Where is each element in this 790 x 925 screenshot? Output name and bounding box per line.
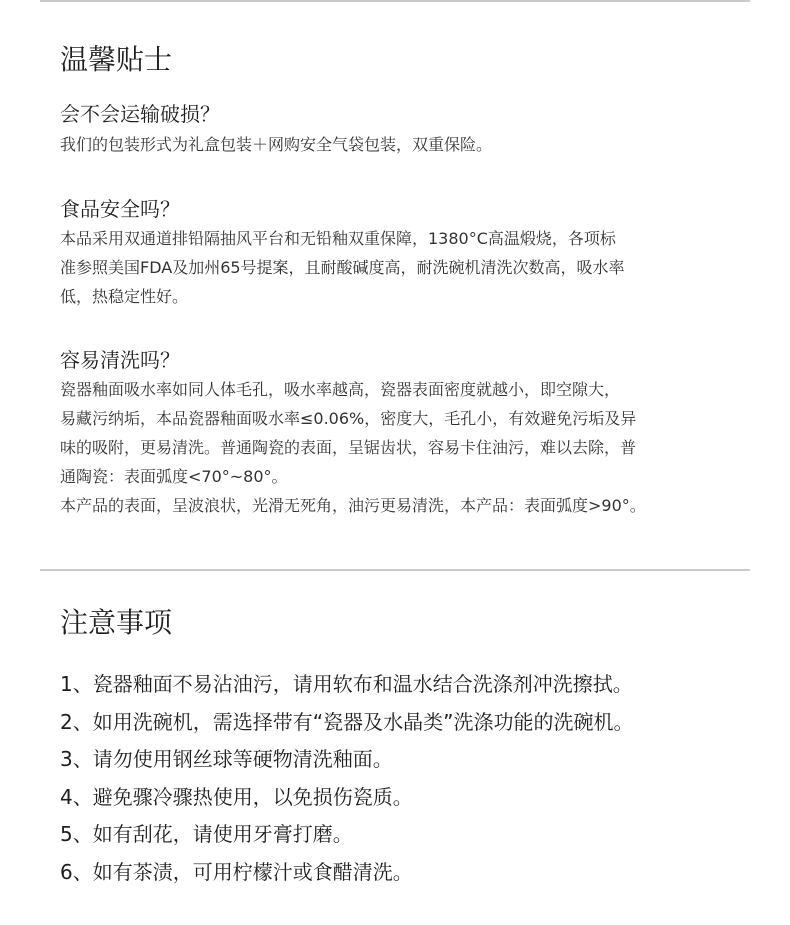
answer-line: 准参照美国FDA及加州65号提案，且耐酸碱度高，耐洗碗机清洗次数高，吸水率 (60, 258, 625, 277)
notes-item: 6、如有茶渍，可用柠檬汁或食醋清洗。 (60, 859, 413, 884)
faq-question-shipping: 会不会运输破损？ (60, 102, 220, 126)
faq-question-food-safety: 食品安全吗？ (60, 197, 180, 221)
answer-line: 瓷器釉面吸水率如同人体毛孔，吸水率越高，瓷器表面密度就越小，即空隙大， (60, 380, 621, 399)
faq-answer-cleaning (60, 375, 740, 520)
notes-section-title: 注意事项 (60, 606, 173, 639)
notes-item: 1、瓷器釉面不易沾油污，请用软布和温水结合洗涤剂冲洗擦拭。 (60, 672, 633, 696)
faq-question-cleaning: 容易清洗吗？ (60, 348, 180, 372)
section-divider (40, 569, 750, 571)
faq-answer-shipping (60, 130, 740, 159)
tips-section-title: 温馨贴士 (60, 43, 173, 76)
notes-list (60, 666, 633, 891)
notes-item: 3、请勿使用钢丝球等硬物清洗釉面。 (60, 747, 393, 771)
answer-line: 本产品的表面，呈波浪状，光滑无死角，油污更易清洗，本产品：表面弧度>90°。 (60, 496, 646, 515)
answer-line: 低，热稳定性好。 (60, 287, 189, 306)
notes-item: 5、如有刮花，请使用牙膏打磨。 (60, 822, 353, 846)
notes-item: 4、避免骤冷骤热使用，以免损伤瓷质。 (60, 784, 413, 809)
answer-line: 通陶瓷：表面弧度<70°~80°。 (60, 467, 288, 486)
answer-line: 味的吸附，更易清洗。普通陶瓷的表面，呈锯齿状，容易卡住油污，难以去除，普 (60, 438, 637, 457)
answer-line: 本品采用双通道排铅隔抽风平台和无铅釉双重保障，1380°C高温煅烧，各项标 (60, 229, 616, 248)
top-divider (40, 0, 750, 2)
faq-answer-food-safety (60, 224, 740, 311)
answer-line: 我们的包装形式为礼盒包装＋网购安全气袋包装，双重保险。 (60, 135, 493, 154)
notes-item: 2、如用洗碗机，需选择带有“瓷器及水晶类”洗涤功能的洗碗机。 (60, 709, 634, 734)
answer-line: 易藏污纳垢，本品瓷器釉面吸水率≤0.06%，密度大，毛孔小，有效避免污垢及异 (60, 409, 637, 428)
